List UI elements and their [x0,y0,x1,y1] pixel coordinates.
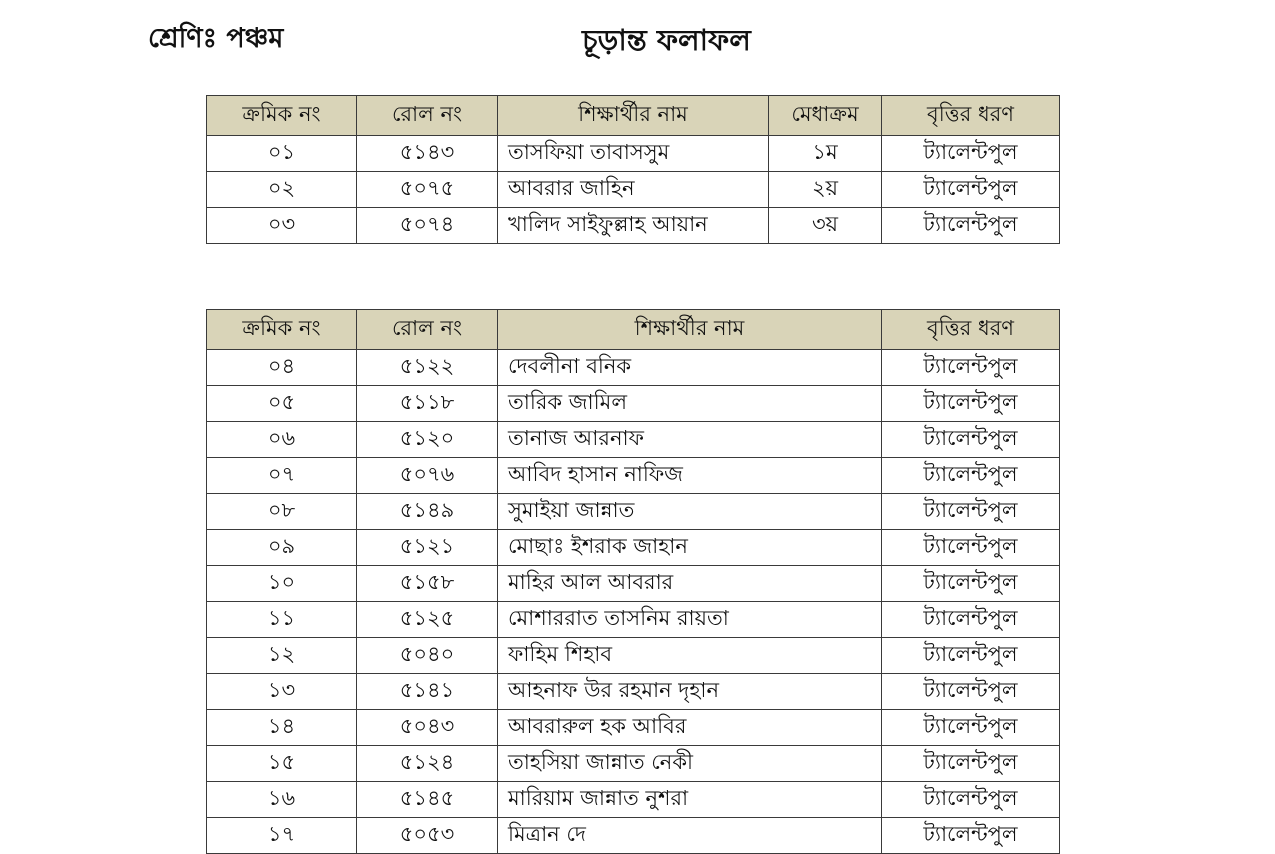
roll-cell: ৫১২০ [357,422,498,458]
table-row [207,710,1060,746]
table-row [207,350,1060,386]
class-label: শ্রেণিঃ পঞ্চম [148,23,284,54]
scholarship-type-cell: ট্যালেন্টপুল [882,350,1060,386]
roll-cell: ৫০৭৪ [357,208,498,244]
serial-cell: ১৭ [207,818,357,854]
table-row [207,458,1060,494]
table-row [207,494,1060,530]
col-header-roll: রোল নং [357,96,498,136]
scholarship-type-cell: ট্যালেন্টপুল [882,746,1060,782]
roll-cell: ৫১২২ [357,350,498,386]
roll-cell: ৫০৭৬ [357,458,498,494]
table-row [207,602,1060,638]
student-name-cell: মোশাররাত তাসনিম রায়তা [498,602,882,638]
serial-cell: ০৫ [207,386,357,422]
col-header-scholarship: বৃত্তির ধরণ [882,310,1060,350]
scholarship-type-cell: ট্যালেন্টপুল [882,172,1060,208]
table-row [207,566,1060,602]
scholarship-type-cell: ট্যালেন্টপুল [882,386,1060,422]
merit-rank-cell: ২য় [769,172,882,208]
roll-cell: ৫০৫৩ [357,818,498,854]
serial-cell: ১৬ [207,782,357,818]
roll-cell: ৫১২১ [357,530,498,566]
table-row [207,746,1060,782]
col-header-scholarship: বৃত্তির ধরণ [882,96,1060,136]
student-name-cell: আবরারুল হক আবির [498,710,882,746]
serial-cell: ০৭ [207,458,357,494]
scholarship-type-cell: ট্যালেন্টপুল [882,566,1060,602]
serial-cell: ০৪ [207,350,357,386]
table-row [207,818,1060,854]
scholarship-type-cell: ট্যালেন্টপুল [882,136,1060,172]
serial-cell: ১১ [207,602,357,638]
scholarship-type-cell: ট্যালেন্টপুল [882,530,1060,566]
table-header-row [207,96,1060,136]
student-name-cell: আবিদ হাসান নাফিজ [498,458,882,494]
scholarship-type-cell: ট্যালেন্টপুল [882,674,1060,710]
scholarship-type-cell: ট্যালেন্টপুল [882,494,1060,530]
table-row [207,530,1060,566]
roll-cell: ৫১২৪ [357,746,498,782]
student-name-cell: আহনাফ উর রহমান দৃহান [498,674,882,710]
roll-cell: ৫১৪৩ [357,136,498,172]
roll-cell: ৫১২৫ [357,602,498,638]
roll-cell: ৫০৪০ [357,638,498,674]
table-row [207,386,1060,422]
merit-results-table [206,95,1060,244]
serial-cell: ০১ [207,136,357,172]
serial-cell: ০২ [207,172,357,208]
student-name-cell: মোছাঃ ইশরাক জাহান [498,530,882,566]
student-name-cell: মারিয়াম জান্নাত নুশরা [498,782,882,818]
table-row [207,638,1060,674]
roll-cell: ৫১৪৫ [357,782,498,818]
roll-cell: ৫০৭৫ [357,172,498,208]
table-row [207,172,1060,208]
student-name-cell: তাসফিয়া তাবাসসুম [498,136,769,172]
serial-cell: ০৮ [207,494,357,530]
serial-cell: ১৪ [207,710,357,746]
serial-cell: ১৫ [207,746,357,782]
student-name-cell: তারিক জামিল [498,386,882,422]
serial-cell: ০৬ [207,422,357,458]
serial-cell: ১২ [207,638,357,674]
serial-cell: ১০ [207,566,357,602]
student-name-cell: সুমাইয়া জান্নাত [498,494,882,530]
student-name-cell: দেবলীনা বনিক [498,350,882,386]
student-name-cell: মাহির আল আবরার [498,566,882,602]
scholarship-type-cell: ট্যালেন্টপুল [882,602,1060,638]
merit-rank-cell: ১ম [769,136,882,172]
scholarship-type-cell: ট্যালেন্টপুল [882,782,1060,818]
roll-cell: ৫১৫৮ [357,566,498,602]
col-header-serial: ক্রমিক নং [207,310,357,350]
roll-cell: ৫১১৮ [357,386,498,422]
roll-cell: ৫০৪৩ [357,710,498,746]
table-row [207,782,1060,818]
scholarship-type-cell: ট্যালেন্টপুল [882,710,1060,746]
roll-cell: ৫১৪৯ [357,494,498,530]
col-header-name: শিক্ষার্থীর নাম [498,310,882,350]
student-name-cell: ফাহিম শিহাব [498,638,882,674]
student-name-cell: আবরার জাহিন [498,172,769,208]
serial-cell: ০৯ [207,530,357,566]
table-row [207,136,1060,172]
scholarship-type-cell: ট্যালেন্টপুল [882,458,1060,494]
student-name-cell: তাহসিয়া জান্নাত নেকী [498,746,882,782]
page-title: চূড়ান্ত ফলাফল [582,23,751,57]
student-name-cell: খালিদ সাইফুল্লাহ আয়ান [498,208,769,244]
serial-cell: ০৩ [207,208,357,244]
col-header-serial: ক্রমিক নং [207,96,357,136]
scholarship-type-cell: ট্যালেন্টপুল [882,422,1060,458]
col-header-roll: রোল নং [357,310,498,350]
roll-cell: ৫১৪১ [357,674,498,710]
scholarship-type-cell: ট্যালেন্টপুল [882,208,1060,244]
merit-rank-cell: ৩য় [769,208,882,244]
col-header-name: শিক্ষার্থীর নাম [498,96,769,136]
table-header-row [207,310,1060,350]
scholarship-type-cell: ট্যালেন্টপুল [882,818,1060,854]
student-name-cell: মিত্রান দে [498,818,882,854]
scholarship-type-cell: ট্যালেন্টপুল [882,638,1060,674]
student-name-cell: তানাজ আরনাফ [498,422,882,458]
serial-cell: ১৩ [207,674,357,710]
table-row [207,674,1060,710]
col-header-rank: মেধাক্রম [769,96,882,136]
table-row [207,208,1060,244]
table-row [207,422,1060,458]
talentpool-results-table [206,309,1060,854]
